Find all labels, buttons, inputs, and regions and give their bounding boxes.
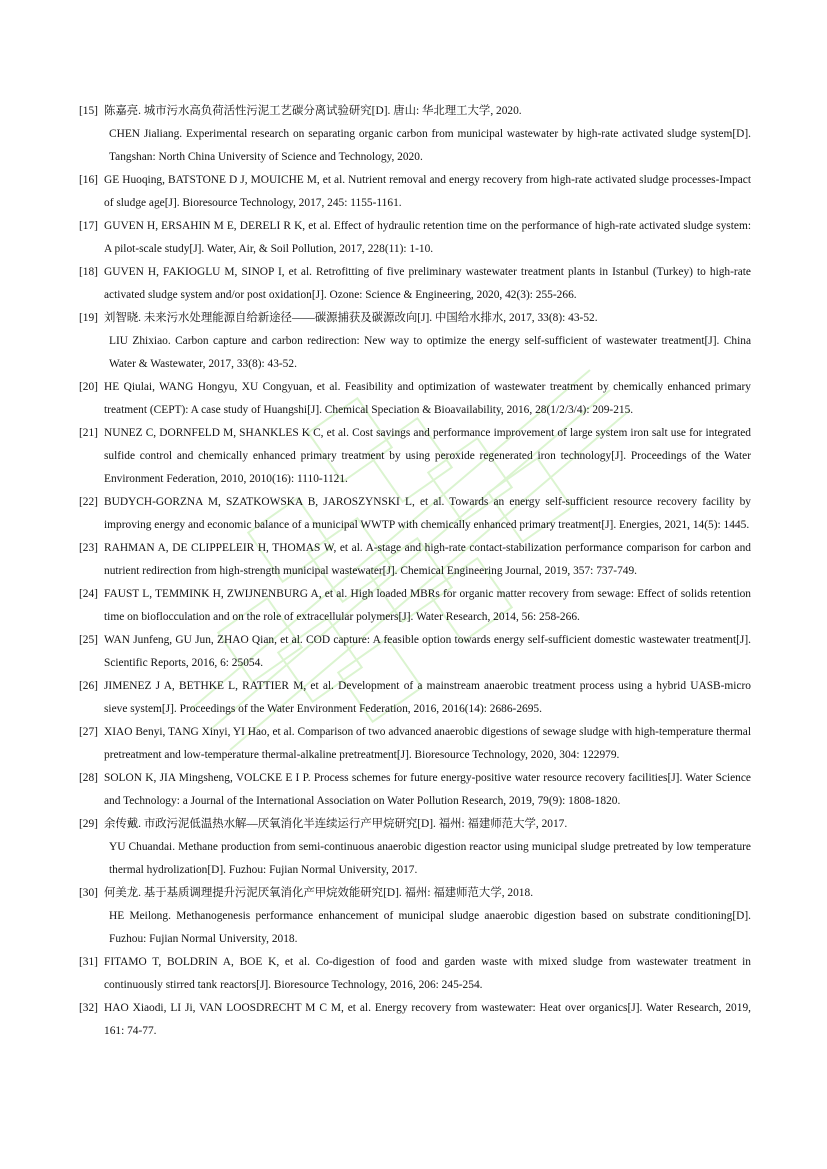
reference-row xyxy=(79,100,751,123)
reference-number: [22] xyxy=(79,496,98,508)
reference-number: [16] xyxy=(79,174,98,186)
reference-number: [21] xyxy=(79,427,98,439)
reference-text: 余传戴. 市政污泥低温热水解—厌氧消化半连续运行产甲烷研究[D]. 福州: 福建师范大学, 2017. xyxy=(104,818,568,830)
reference-row xyxy=(79,169,751,215)
reference-text: HE Qiulai, WANG Hongyu, XU Congyuan, et al. Feasibility and optimization of wastewater treatment by chemically enhanced primary treatment (CEPT): A case study of Huangshi[J]. Chemical Speciation & Bioavailability, 2016, 28(1/2/3/4): 209-215. xyxy=(104,381,751,416)
reference-row xyxy=(79,767,751,813)
reference-item xyxy=(79,537,751,583)
reference-item xyxy=(79,422,751,491)
reference-list xyxy=(79,100,751,1043)
reference-number: [18] xyxy=(79,266,98,278)
reference-row xyxy=(79,261,751,307)
reference-translation: LIU Zhixiao. Carbon capture and carbon redirection: New way to optimize the energy self-sufficient of wastewater treatment[J]. China Water & Wastewater, 2017, 33(8): 43-52. xyxy=(109,335,751,370)
reference-number: [31] xyxy=(79,956,98,968)
reference-number: [25] xyxy=(79,634,98,646)
reference-item xyxy=(79,169,751,215)
reference-item xyxy=(79,215,751,261)
reference-number: [32] xyxy=(79,1002,98,1014)
reference-number: [20] xyxy=(79,381,98,393)
reference-item xyxy=(79,491,751,537)
reference-translation: HE Meilong. Methanogenesis performance enhancement of municipal sludge anaerobic digestion based on substrate conditioning[D]. Fuzhou: Fujian Normal University, 2018. xyxy=(109,910,751,945)
reference-text: XIAO Benyi, TANG Xinyi, YI Hao, et al. Comparison of two advanced anaerobic digestions of sewage sludge with high-temperature thermal pretreatment and low-temperature thermal-alkaline pretreatment[J]. Bioresource Technology, 2020, 304: 122979. xyxy=(104,726,751,761)
reference-text: JIMENEZ J A, BETHKE L, RATTIER M, et al. Development of a mainstream anaerobic treatment process using a hybrid UASB-micro sieve system[J]. Proceedings of the Water Environment Federation, 2016, 2016(14): 2686-2695. xyxy=(104,680,751,715)
reference-row xyxy=(79,583,751,629)
reference-translation: YU Chuandai. Methane production from semi-continuous anaerobic digestion reactor using municipal sludge pretreated by low temperature thermal hydrolization[D]. Fuzhou: Fujian Normal University, 2017. xyxy=(109,841,751,876)
reference-row xyxy=(79,951,751,997)
reference-row xyxy=(79,721,751,767)
reference-number: [27] xyxy=(79,726,98,738)
reference-row xyxy=(79,376,751,422)
reference-number: [23] xyxy=(79,542,98,554)
reference-text: HAO Xiaodi, LI Ji, VAN LOOSDRECHT M C M, et al. Energy recovery from wastewater: Heat over organics[J]. Water Research, 2019, 161: 74-77. xyxy=(104,1002,751,1037)
reference-row xyxy=(79,215,751,261)
reference-text: SOLON K, JIA Mingsheng, VOLCKE E I P. Process schemes for future energy-positive water resource recovery facilities[J]. Water Science and Technology: a Journal of the International Association on Water Pollution Research, 2019, 79(9): 1808-1820. xyxy=(104,772,751,807)
reference-number: [29] xyxy=(79,818,98,830)
reference-item xyxy=(79,951,751,997)
reference-number: [30] xyxy=(79,887,98,899)
reference-text: 何美龙. 基于基质调理提升污泥厌氧消化产甲烷效能研究[D]. 福州: 福建师范大学, 2018. xyxy=(104,887,534,899)
reference-item xyxy=(79,675,751,721)
reference-text: GUVEN H, ERSAHIN M E, DERELI R K, et al. Effect of hydraulic retention time on the performance of high-rate activated sludge system: A pilot-scale study[J]. Water, Air, & Soil Pollution, 2017, 228(11): 1-10. xyxy=(104,220,751,255)
reference-item xyxy=(79,583,751,629)
reference-translation: CHEN Jialiang. Experimental research on separating organic carbon from municipal wastewater by high-rate activated sludge system[D]. Tangshan: North China University of Science and Technology, 2020. xyxy=(109,128,751,163)
reference-row xyxy=(79,882,751,905)
reference-text: FAUST L, TEMMINK H, ZWIJNENBURG A, et al. High loaded MBRs for organic matter recovery from sewage: Effect of solids retention time on bioflocculation and on the role of extracellular polymers[J]. Water Research, 2014, 56: 258-266. xyxy=(104,588,751,623)
reference-number: [17] xyxy=(79,220,98,232)
reference-number: [26] xyxy=(79,680,98,692)
reference-item xyxy=(79,629,751,675)
reference-text: GUVEN H, FAKIOGLU M, SINOP I, et al. Retrofitting of five preliminary wastewater treatment plants in Istanbul (Turkey) to high-rate activated sludge system and/or post oxidation[J]. Ozone: Science & Engineering, 2020, 42(3): 255-266. xyxy=(104,266,751,301)
reference-row xyxy=(79,422,751,491)
reference-text: WAN Junfeng, GU Jun, ZHAO Qian, et al. COD capture: A feasible option towards energy self-sufficient domestic wastewater treatment[J]. Scientific Reports, 2016, 6: 25054. xyxy=(104,634,751,669)
reference-item xyxy=(79,813,751,882)
reference-number: [15] xyxy=(79,105,98,117)
reference-text: NUNEZ C, DORNFELD M, SHANKLES K C, et al. Cost savings and performance improvement of large system iron salt use for integrated sulfide control and chemically enhanced primary treatment by using peroxide regenerated iron technology[J]. Proceedings of the Water Environment Federation, 2010, 2010(16): 1110-1121. xyxy=(104,427,751,485)
reference-item xyxy=(79,376,751,422)
reference-item xyxy=(79,721,751,767)
reference-item xyxy=(79,882,751,951)
reference-text: FITAMO T, BOLDRIN A, BOE K, et al. Co-digestion of food and garden waste with mixed sludge from wastewater treatment in continuously stirred tank reactors[J]. Bioresource Technology, 2016, 206: 245-254. xyxy=(104,956,751,991)
reference-row xyxy=(79,307,751,330)
reference-row xyxy=(79,675,751,721)
reference-text: BUDYCH-GORZNA M, SZATKOWSKA B, JAROSZYNSKI L, et al. Towards an energy self-sufficient resource recovery facility by improving energy and economic balance of a municipal WWTP with chemically enhanced primary treatment[J]. Energies, 2021, 14(5): 1445. xyxy=(104,496,751,531)
reference-text: 刘智晓. 未来污水处理能源自给新途径——碳源捕获及碳源改向[J]. 中国给水排水, 2017, 33(8): 43-52. xyxy=(104,312,598,324)
reference-item xyxy=(79,767,751,813)
reference-text: GE Huoqing, BATSTONE D J, MOUICHE M, et al. Nutrient removal and energy recovery from high-rate activated sludge processes-Impact of sludge age[J]. Bioresource Technology, 2017, 245: 1155-1161. xyxy=(104,174,751,209)
reference-row xyxy=(79,629,751,675)
reference-number: [19] xyxy=(79,312,98,324)
reference-text: RAHMAN A, DE CLIPPELEIR H, THOMAS W, et al. A-stage and high-rate contact-stabilization performance comparison for carbon and nutrient redirection from high-strength municipal wastewater[J]. Chemical Engineering Journal, 2019, 357: 737-749. xyxy=(104,542,751,577)
reference-item xyxy=(79,100,751,169)
reference-row xyxy=(79,537,751,583)
reference-number: [24] xyxy=(79,588,98,600)
reference-row xyxy=(79,491,751,537)
reference-row xyxy=(79,813,751,836)
reference-item xyxy=(79,307,751,376)
reference-item xyxy=(79,997,751,1043)
reference-number: [28] xyxy=(79,772,98,784)
reference-text: 陈嘉亮. 城市污水高负荷活性污泥工艺碳分离试验研究[D]. 唐山: 华北理工大学, 2020. xyxy=(104,105,522,117)
reference-item xyxy=(79,261,751,307)
reference-row xyxy=(79,997,751,1043)
